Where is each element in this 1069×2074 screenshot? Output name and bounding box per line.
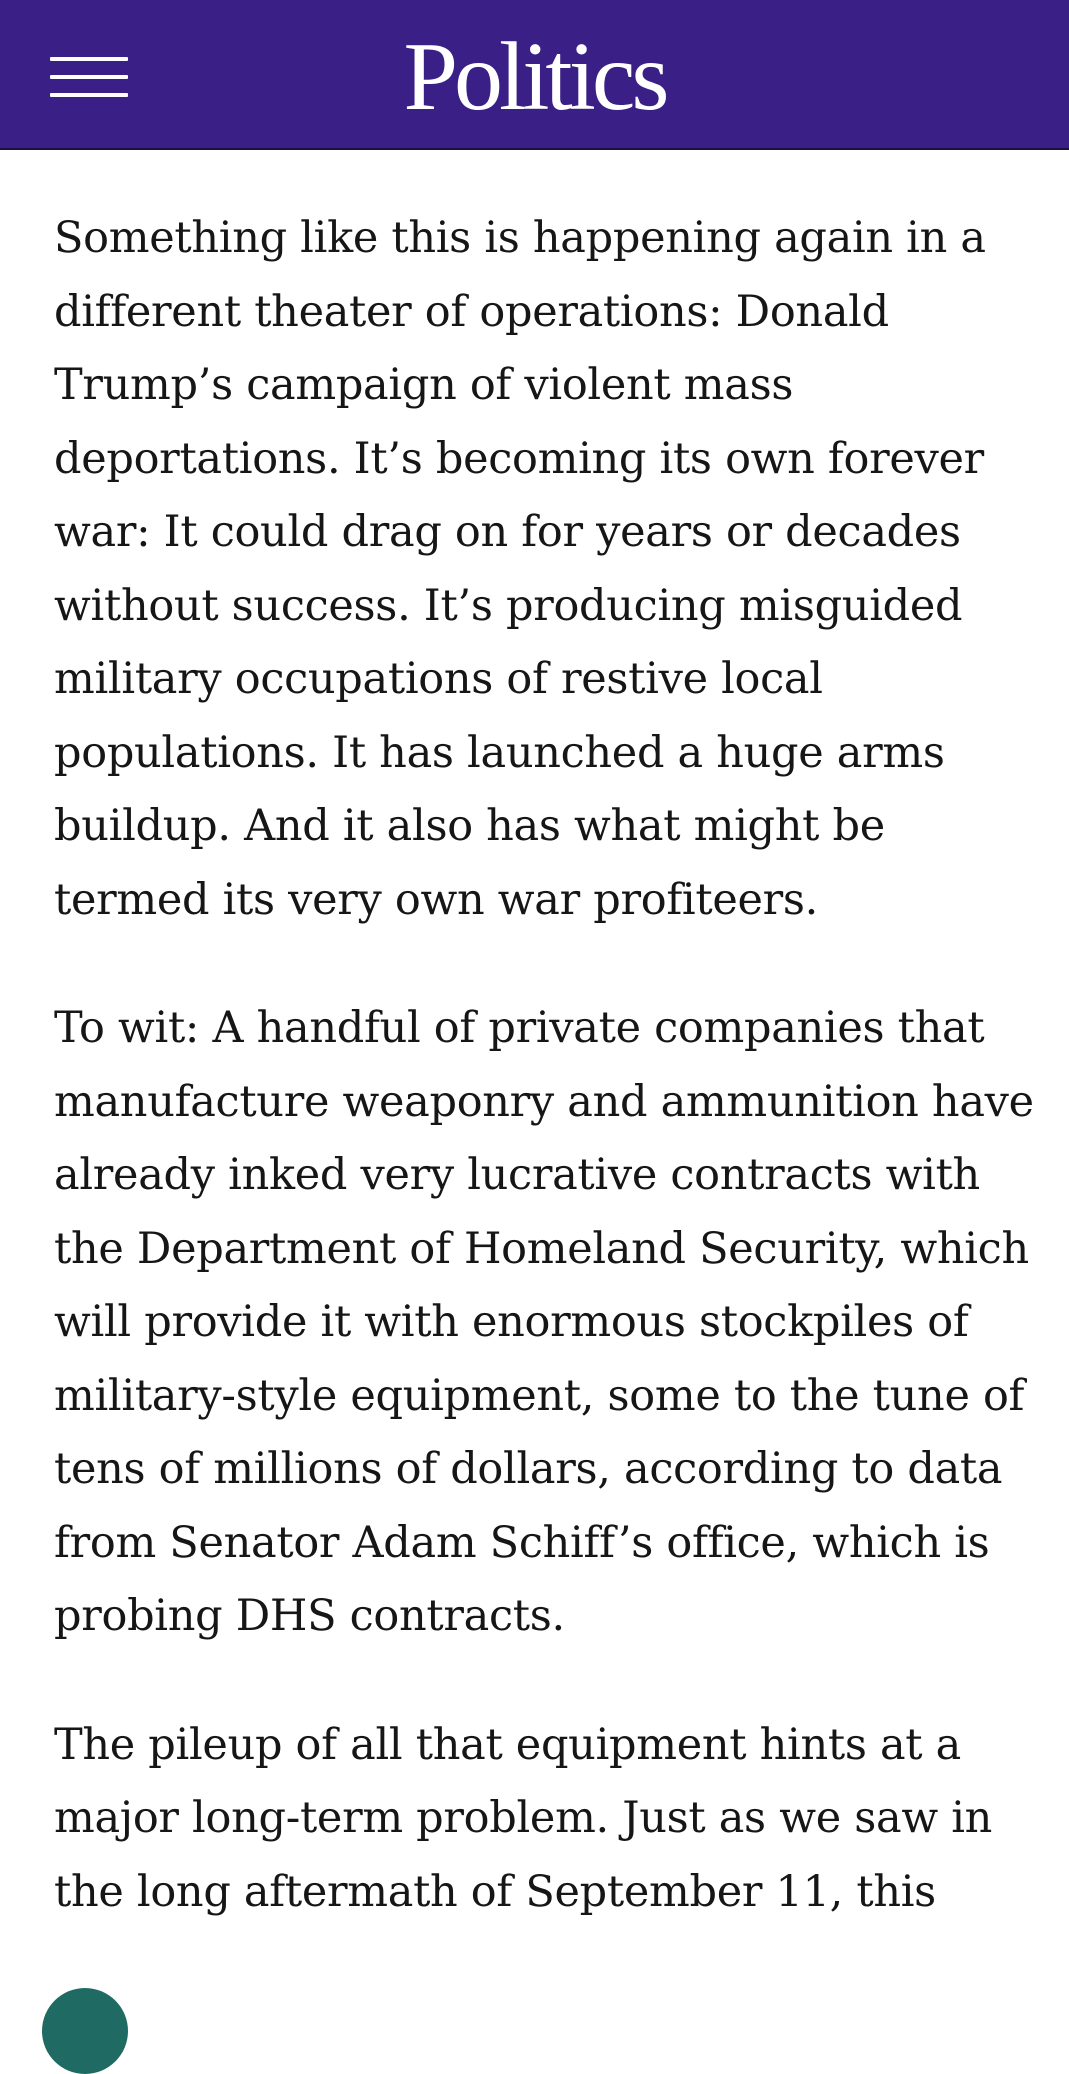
floating-action-button[interactable] [42, 1988, 128, 2074]
article-paragraph: The pileup of all that equipment hints at a major long-term problem. Just as we saw in the long aftermath of September 11, this [54, 1719, 993, 1917]
article-paragraph: To wit: A handful of private companies that manufacture weaponry and ammunition have already inked very lucrative contracts with the Department of Homeland Security, which will provide it with enormous stockpiles of military-style equipment, some to the tune of tens of millions of dollars, according to data from Senator Adam Schiff’s office, which is probing DHS contracts. [54, 1003, 1034, 1641]
section-title[interactable]: Politics [403, 23, 666, 131]
top-navigation-bar [0, 0, 1069, 150]
article-body [54, 202, 1034, 1984]
article-paragraph: Something like this is happening again in a different theater of operations: Donald Trump’s campaign of violent mass deportations. It’s becoming its own forever war: It could drag on for years or decades without success. It’s producing misguided military occupations of restive local populations. It has launched a huge arms buildup. And it also has what might be termed its very own war profiteers. [54, 213, 986, 925]
